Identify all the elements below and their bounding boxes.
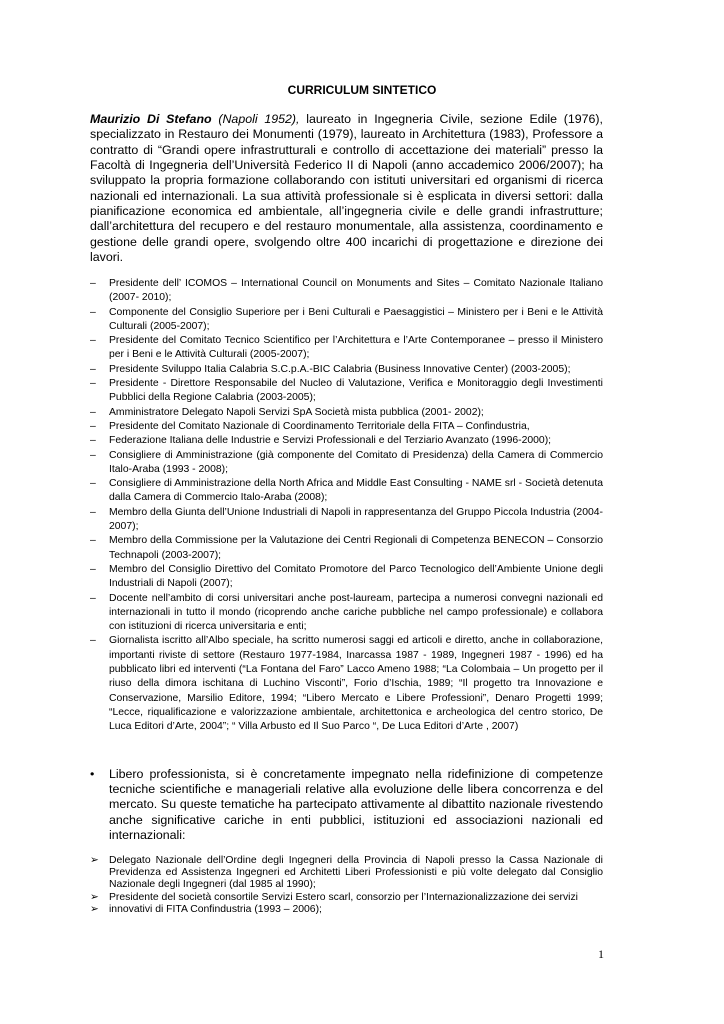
dash-marker: – [90,306,96,318]
list-item [90,892,603,904]
list-item [90,904,603,916]
dash-marker: – [90,278,96,289]
list-item-text: Presidente - Direttore Responsabile del Nucleo di Valutazione, Verifica e Monitoraggio degli Investimenti Pubblici della Regione Calabria (2003-2005); [109,378,603,404]
arrow-marker-icon: ➢ [90,891,99,903]
list-item-text: Federazione Italiana delle Industrie e Servizi Professionali e del Terziario Avanzato (1996-2000); [109,435,552,447]
list-item [90,449,603,478]
dash-marker: – [90,478,96,490]
arrow-marker-icon: ➢ [90,903,99,915]
dash-marker: – [90,335,96,347]
intro-paragraph [90,112,603,265]
birth-info: (Napoli 1952), [218,112,300,126]
author-name: Maurizio Di Stefano [90,112,212,126]
dash-marker: – [90,449,96,461]
list-item [90,434,603,448]
document-title: CURRICULUM SINTETICO [287,83,437,97]
list-item [90,377,603,406]
profession-paragraph [90,767,603,843]
list-item-text: Presidente del Comitato Tecnico Scientifico per l’Architettura e l’Arte Contemporanee – presso il Ministero per i Beni e le Attività Culturali (2005-2007); [109,335,603,361]
dash-marker: – [90,435,96,447]
list-item-text: Membro della Giunta dell’Unione Industriali di Napoli in rappresentanza del Gruppo Piccola Industria (2004-2007); [109,506,603,533]
intro-text: laureato in Ingegneria Civile, sezione Edile (1976), specializzato in Restauro dei Monumenti (1979), laureato in Architettura (1983), Professore a contratto di “Grandi opere infrastrutturali e controllo di accettazione dei materiali” presso la Facoltà di Ingegneria dell’Università Federico II di Napoli (anno accademico 2006/2007); ha sviluppato la propria formazione collaborando con istituti universitari ed organismi di ricerca nazionali ed internazionali. La sua attività professionale si è esplicata in diversi settori: dalla pianificazione economica ed ambientale, all’ingegneria civile e delle grandi infrastrutture; dall’architettura del recupero e del restauro monumentale, alla assistenza, coordinamento e gestione delle grandi opere, svolgendo oltre 400 incarichi di progettazione e direzione dei lavori. [90,112,604,265]
list-item [90,477,603,506]
dash-marker: – [90,378,96,390]
list-item-text: Presidente del società consortile Servizi Estero scarl, consorzio per l’Internazionalizzazione dei servizi [109,891,578,903]
list-item-text: Membro del Consiglio Direttivo del Comitato Promotore del Parco Tecnologico dell’Ambiente Unione degli Industriali di Napoli (2007); [109,563,603,590]
list-item [90,506,603,535]
list-item [90,634,603,734]
list-item-text: Delegato Nazionale dell’Ordine degli Ingegneri della Provincia di Napoli presso la Cassa Nazionale di Previdenza ed Assistenza Ingegneri ed Architetti Liberi Professionisti e più volte delegato dal Consiglio Nazionale degli Ingegneri (dal 1985 al 1990); [109,855,603,891]
list-item-text: Presidente del Comitato Nazionale di Coordinamento Territoriale della FITA – Confindustria, [109,420,530,432]
page-number: 1 [598,947,604,961]
dash-marker: – [90,563,96,575]
list-item-text: Giornalista iscritto all’Albo speciale, ha scritto numerosi saggi ed articoli e diretto, anche in collaborazione, importanti riviste di settore (Restauro 1977-1984, Inarcassa 1987 - 1989, Ingegneri 1987 - 1996) ed ha pubblicato libri ed interventi (“La Fontana del Faro” Lacco Ameno 1988; “La Colombaia – Un progetto per il riuso della dimora ischitana di Luchino Visconti”, Forio d’Ischia, 1989; “Il progetto tra Innovazione e Conservazione, Marsilio Editore, 1994; “Libero Mercato e Libere Professioni”, Denaro Progetti 1999; “Lecce, riqualificazione e valorizzazione ambientale, architettonica e archeologica del centro storico, De Luca Editori d’Arte, 2004”; “ Villa Arbusto ed Il Suo Parco “, De Luca Editori d’Arte , 2007) [109,635,603,733]
list-item-text: Presidente Sviluppo Italia Calabria S.C.p.A.-BIC Calabria (Business Innovative Center) (2003-2005); [109,363,571,375]
dash-marker: – [90,420,96,432]
dash-marker: – [90,635,96,647]
profession-text: Libero professionista, si è concretamente impegnato nella ridefinizione di competenze tecniche scientifiche e manageriali relative alla evoluzione delle libera concorrenza e del mercato. Su queste tematiche ha partecipato attivamente al dibattito nazionale rivestendo anche significative cariche in enti pubblici, istituzioni ed associazioni nazionali ed internazionali: [109,767,603,842]
dash-marker: – [90,363,96,375]
roles-list [90,277,603,735]
dash-marker: – [90,406,96,418]
dash-marker: – [90,535,96,547]
list-item [90,420,603,434]
list-item [90,534,603,563]
list-item [90,363,603,377]
dash-marker: – [90,592,96,604]
list-item-text: Docente nell’ambito di corsi universitari anche post-lauream, partecipa a numerosi convegni nazionali ed internazionali in tutto il mondo (ricoprendo anche cariche pubbliche nel campo professionale) e collabora con istituzioni di ricerca universitaria e enti; [109,592,603,633]
positions-list [90,855,603,916]
list-item-text: Amministratore Delegato Napoli Servizi SpA Società mista pubblica (2001- 2002); [109,406,484,418]
dash-marker: – [90,506,96,518]
arrow-marker-icon: ➢ [90,855,99,866]
list-item-text: Componente del Consiglio Superiore per i Beni Culturali e Paesaggistici – Ministero per i Beni e le Attività Culturali (2005-2007); [109,306,603,332]
list-item [90,277,603,306]
list-item-text: Consigliere di Amministrazione della North Africa and Middle East Consulting - NAME srl - Società detenuta dalla Camera di Commercio Italo-Araba (2008); [109,478,603,504]
list-item [90,855,603,892]
list-item [90,306,603,335]
list-item-text: Presidente dell’ ICOMOS – International Council on Monuments and Sites – Comitato Nazionale Italiano (2007- 2010); [109,278,603,304]
list-item-text: Consigliere di Amministrazione (già componente del Comitato di Presidenza) della Camera di Commercio Italo-Araba (1993 - 2008); [109,449,603,475]
list-item-text: Membro della Commissione per la Valutazione dei Centri Regionali di Competenza BENECON – Consorzio Technapoli (2003-2007); [109,535,603,561]
bullet-marker: • [90,767,95,781]
list-item [90,592,603,635]
list-item-text: innovativi di FITA Confindustria (1993 – 2006); [109,903,322,915]
list-item [90,334,603,363]
list-item [90,563,603,592]
list-item [90,406,603,420]
